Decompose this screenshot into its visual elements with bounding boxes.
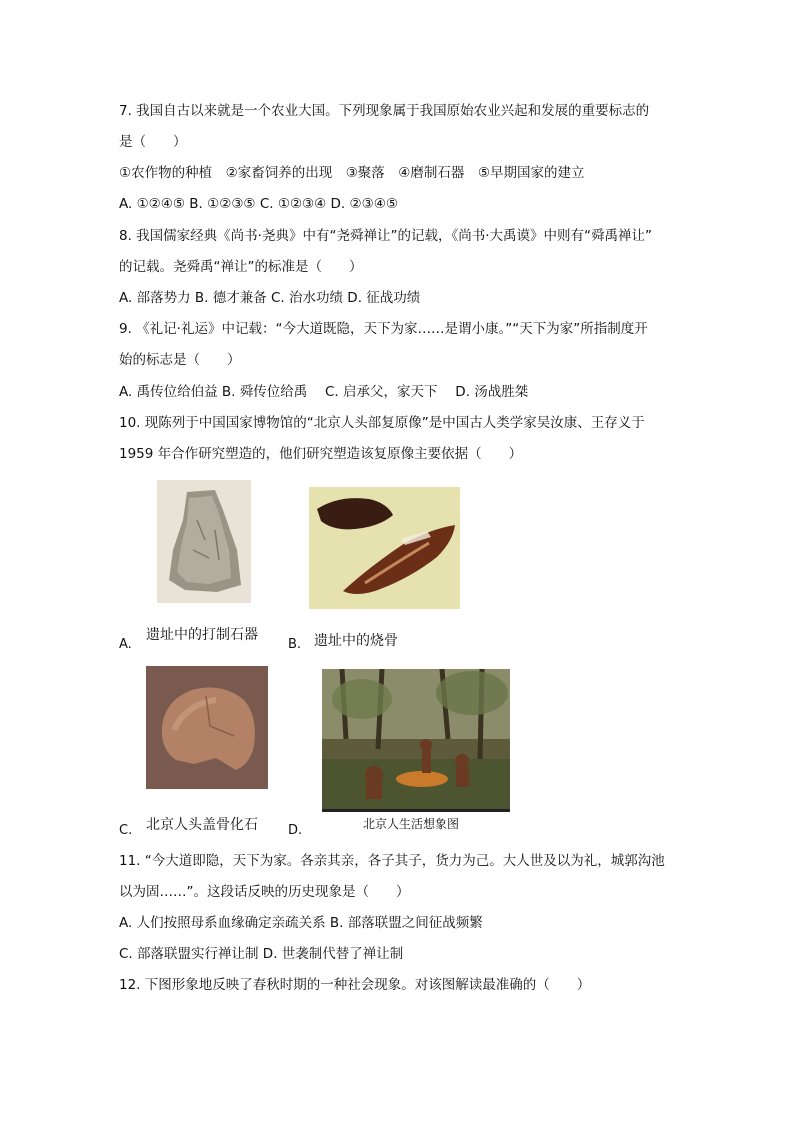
figure-d-letter: D.: [288, 823, 303, 838]
q11-options-line2: C. 部落联盟实行禅让制 D. 世袭制代替了禅让制: [119, 946, 404, 962]
figure-d-caption: 北京人生活想象图: [363, 817, 460, 831]
q9-stem-line2: 始的标志是（ ）: [119, 352, 241, 368]
q7-options: A. ①②④⑤ B. ①②③⑤ C. ①②③④ D. ②③④⑤: [119, 196, 398, 212]
figure-a-caption: 遗址中的打制石器: [146, 627, 258, 643]
life-scene-image: [322, 669, 510, 812]
stone-tool-image: [157, 480, 251, 603]
figure-b-caption: 遗址中的烧骨: [314, 633, 398, 649]
q9-stem-line1: 9. 《礼记·礼运》中记载：“今大道既隐，天下为家……是谓小康。”“天下为家”所指制度开: [119, 321, 648, 337]
figure-c-caption: 北京人头盖骨化石: [146, 817, 258, 833]
q8-stem-line1: 8. 我国儒家经典《尚书·尧典》中有“尧舜禅让”的记载，《尚书·大禹谟》中则有“舜禹禅让”: [119, 228, 652, 244]
q7-stem-line2: 是（ ）: [119, 134, 187, 150]
figure-b-letter: B.: [288, 637, 302, 652]
q7-items: ①农作物的种植 ②家畜饲养的出现 ③聚落 ④磨制石器 ⑤早期国家的建立: [119, 165, 585, 181]
q9-options: A. 禹传位给伯益 B. 舜传位给禹 C. 启承父，家天下 D. 汤战胜桀: [119, 384, 529, 400]
burnt-bone-image: [309, 487, 460, 609]
q7-stem-line1: 7. 我国自古以来就是一个农业大国。下列现象属于我国原始农业兴起和发展的重要标志的: [119, 103, 650, 119]
q11-stem-line2: 以为固……”。这段话反映的历史现象是（ ）: [119, 884, 410, 900]
figure-c-letter: C.: [119, 823, 133, 838]
q8-stem-line2: 的记载。尧舜禹“禅让”的标准是（ ）: [119, 259, 363, 275]
q8-options: A. 部落势力 B. 德才兼备 C. 治水功绩 D. 征战功绩: [119, 290, 421, 306]
q11-stem-line1: 11. “今大道即隐，天下为家。各亲其亲，各子其子，货力为己。大人世及以为礼，城郭沟池: [119, 853, 665, 869]
q11-options-line1: A. 人们按照母系血缘确定亲疏关系 B. 部落联盟之间征战频繁: [119, 915, 483, 931]
q10-stem-line1: 10. 现陈列于中国国家博物馆的“北京人头部复原像”是中国古人类学家吴汝康、王存义于: [119, 415, 645, 431]
q12-stem-line1: 12. 下图形象地反映了春秋时期的一种社会现象。对该图解读最准确的（ ）: [119, 977, 591, 993]
q10-stem-line2: 1959 年合作研究塑造的，他们研究塑造该复原像主要依据（ ）: [119, 446, 523, 462]
skull-fossil-image: [146, 666, 268, 789]
figure-a-letter: A.: [119, 637, 132, 652]
